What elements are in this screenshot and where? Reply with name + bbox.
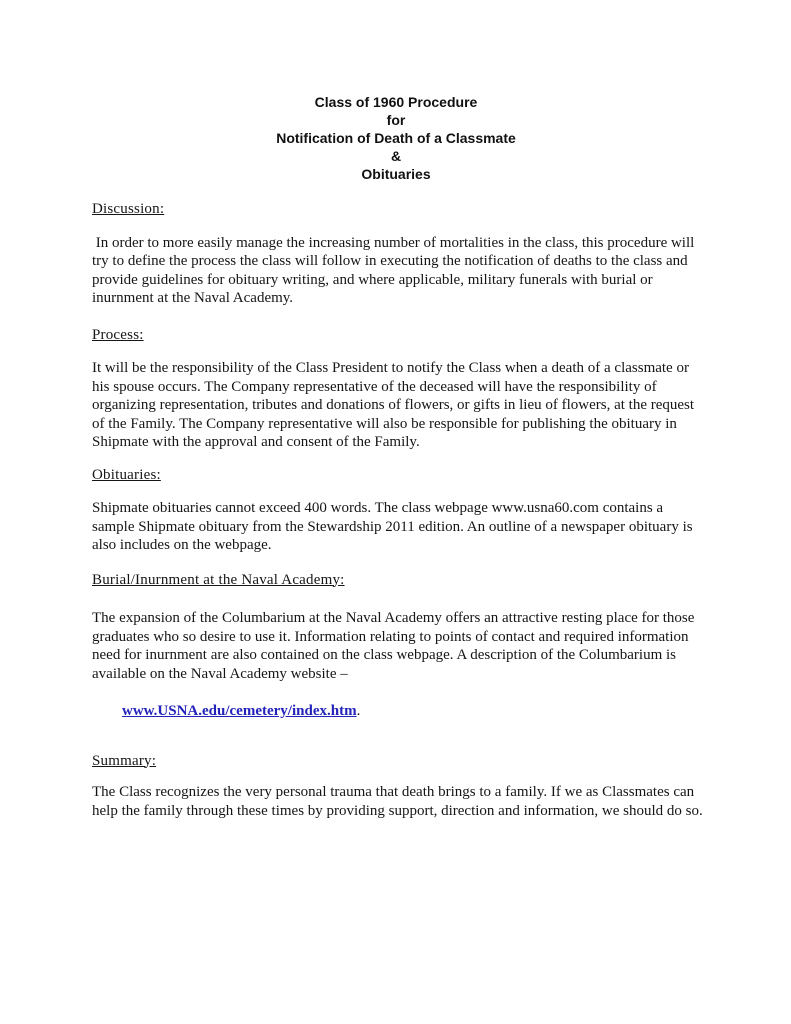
title-line-2: for [386, 112, 406, 128]
summary-paragraph: The Class recognizes the very personal trauma that death brings to a family. If we as Classmates can help the family through these times by providing support, direction and information, we should do so. [92, 784, 703, 819]
section-summary [92, 752, 704, 821]
obituaries-heading: Obituaries: [92, 466, 161, 483]
discussion-paragraph: In order to more easily manage the increasing number of mortalities in the class, this procedure will try to define the process the class will follow in executing the notification of deaths to the class and provide guidelines for obituary writing, and where applicable, military funerals with burial or inurnment at the Naval Academy. [92, 234, 699, 306]
burial-paragraph-text: The expansion of the Columbarium at the Naval Academy offers an attractive resting place for those graduates who so desire to use it. Information relating to points of contact and required information need for inurnment are also contained on the class webpage. A description of the Columbarium is available on the Naval Academy website – [92, 610, 699, 682]
discussion-heading: Discussion: [92, 201, 165, 217]
section-process [92, 326, 704, 452]
title-line-3: Notification of Death of a Classmate [276, 130, 516, 146]
burial-heading: Burial/Inurnment at the Naval Academy: [92, 571, 345, 588]
title-line-4: & [390, 148, 402, 164]
burial-paragraph [92, 609, 704, 739]
cemetery-link-suffix: . [356, 702, 361, 719]
cemetery-link[interactable]: www.USNA.edu/cemetery/index.htm [122, 702, 357, 719]
process-paragraph: It will be the responsibility of the Class President to notify the Class when a death of a classmate or his spouse occurs. The Company representative of the deceased will have the responsibility of organizing representation, tributes and donations of flowers, or gifts in lieu of flowers, at the request of the Family. The Company representative will also be responsible for publishing the obituary in Shipmate with the approval and consent of the Family. [92, 360, 698, 450]
obituaries-paragraph: Shipmate obituaries cannot exceed 400 words. The class webpage www.usna60.com contains a sample Shipmate obituary from the Stewardship 2011 edition. An outline of a newspaper obituary is also includes on the webpage. [92, 500, 697, 553]
document-content [92, 93, 704, 820]
section-discussion [92, 200, 704, 308]
process-heading: Process: [92, 326, 144, 343]
title-line-1: Class of 1960 Procedure [314, 94, 478, 110]
section-obituaries [92, 466, 704, 555]
title-line-5: Obituaries [361, 166, 431, 182]
section-burial-inurnment [92, 571, 704, 739]
summary-heading: Summary: [92, 752, 157, 769]
document-title [88, 93, 704, 183]
